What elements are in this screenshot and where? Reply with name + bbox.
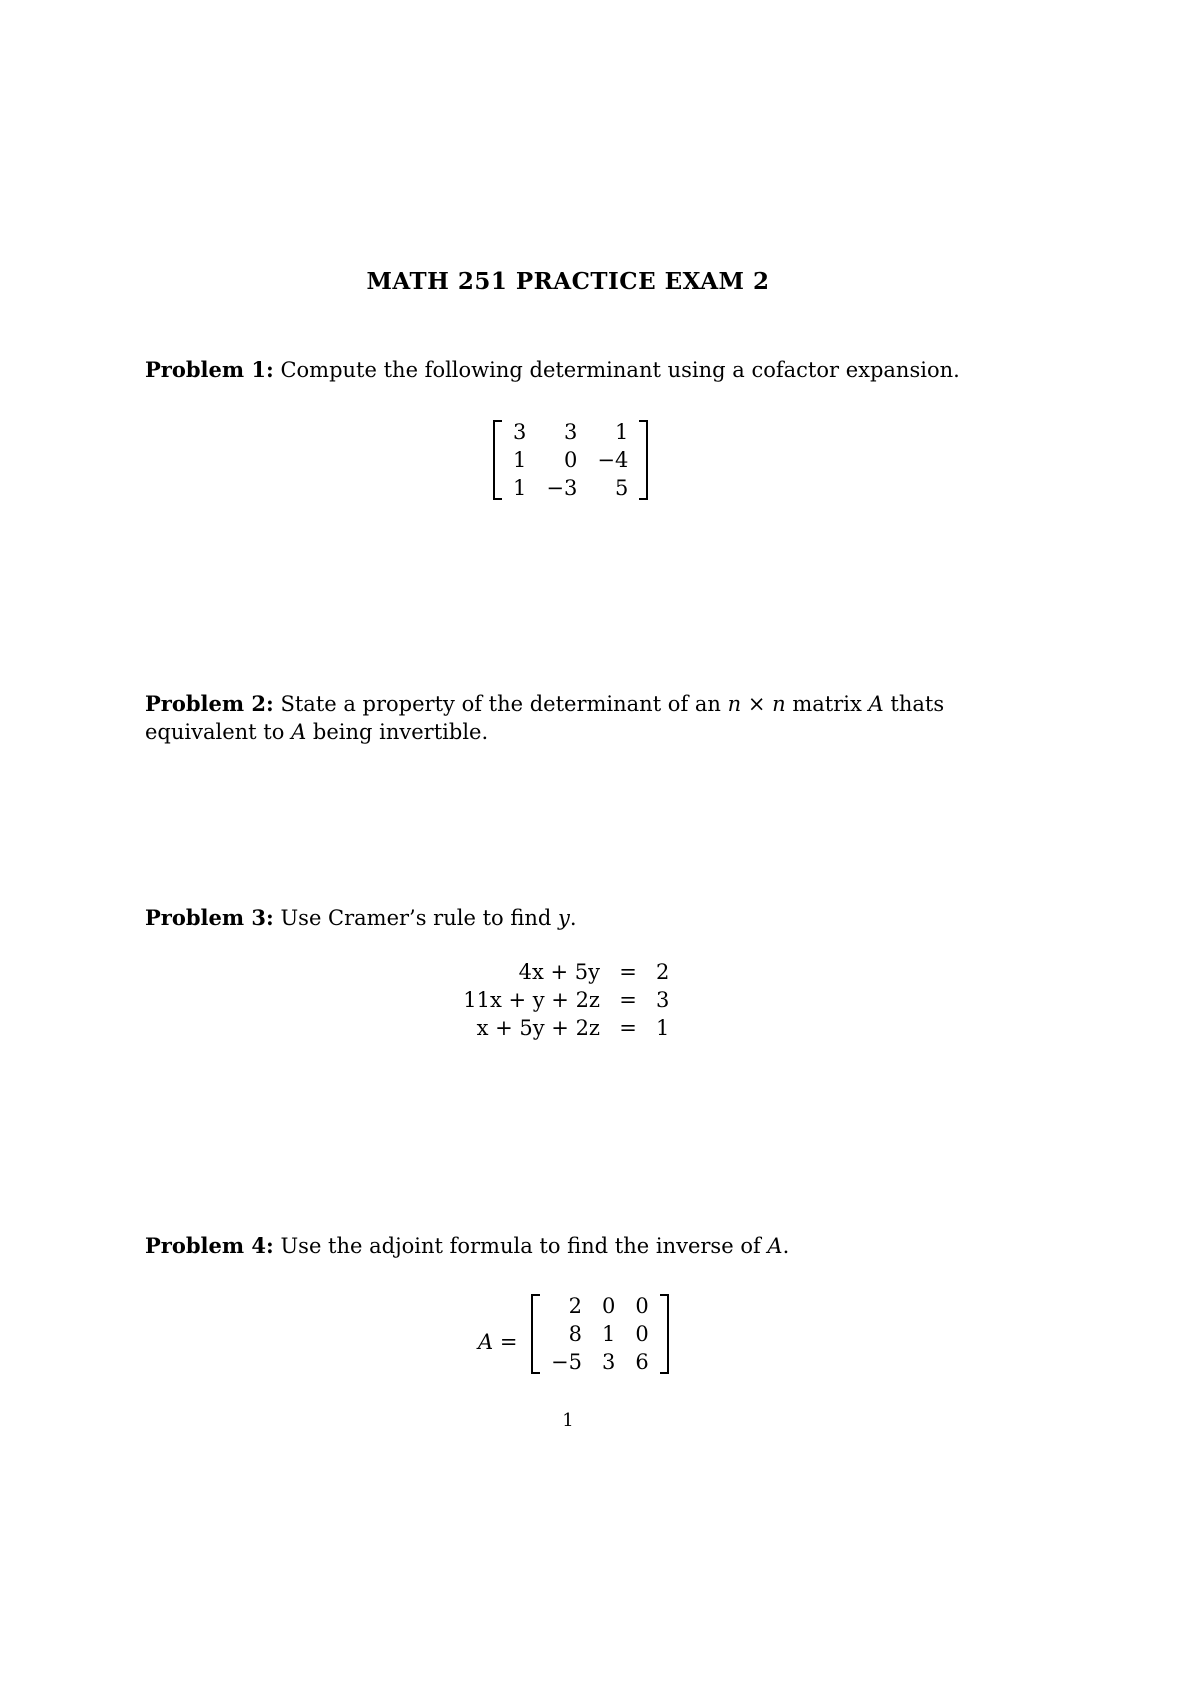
equation-lhs: x + 5y + 2z bbox=[476, 1016, 600, 1040]
var-n: n bbox=[727, 692, 742, 716]
equation-system bbox=[430, 958, 686, 1042]
matrix-cell: −3 bbox=[546, 476, 578, 500]
equation-row bbox=[430, 986, 686, 1014]
equation-rhs: 3 bbox=[656, 988, 670, 1012]
exam-title: MATH 251 PRACTICE EXAM 2 bbox=[366, 268, 770, 295]
page-number: 1 bbox=[562, 1410, 574, 1431]
matrix-cell: 0 bbox=[635, 1294, 649, 1318]
problem-1-label: Problem 1: bbox=[145, 357, 274, 382]
problem-2-text: being invertible. bbox=[312, 720, 489, 744]
equals-sign: = bbox=[619, 988, 637, 1012]
problem-2-text: thats bbox=[890, 692, 945, 716]
period: . bbox=[782, 1234, 790, 1258]
matrix-cell: 1 bbox=[513, 476, 527, 500]
matrix-cell: 6 bbox=[635, 1350, 649, 1374]
matrix-cell: 0 bbox=[635, 1322, 649, 1346]
problem-4 bbox=[145, 1232, 1005, 1260]
problem-1-matrix bbox=[493, 418, 648, 506]
equation-lhs: 11x + y + 2z bbox=[463, 988, 600, 1012]
period: . bbox=[569, 906, 577, 930]
matrix-cell: −5 bbox=[551, 1350, 582, 1374]
equation-lhs: 4x + 5y bbox=[518, 960, 600, 984]
matrix-cell: 2 bbox=[568, 1294, 582, 1318]
problem-1 bbox=[145, 356, 1005, 384]
equation-rhs: 2 bbox=[656, 960, 670, 984]
matrix-label: A = bbox=[478, 1330, 518, 1354]
matrix-cell: 5 bbox=[614, 476, 629, 500]
matrix-cell: 3 bbox=[513, 420, 527, 444]
equation-row bbox=[430, 1014, 686, 1042]
problem-4-label: Problem 4: bbox=[145, 1233, 274, 1258]
var-a: A bbox=[868, 692, 884, 716]
matrix-cell: −4 bbox=[597, 448, 629, 472]
problem-1-text: Compute the following determinant using a cofactor expansion. bbox=[280, 358, 960, 382]
equation-rhs: 1 bbox=[656, 1016, 670, 1040]
var-y: y bbox=[557, 906, 570, 930]
matrix-cell: 3 bbox=[563, 420, 578, 444]
problem-3-label: Problem 3: bbox=[145, 905, 274, 930]
matrix-cell: 1 bbox=[513, 448, 527, 472]
var-a: A bbox=[767, 1234, 783, 1258]
var-n: n bbox=[772, 692, 786, 716]
var-a: A bbox=[291, 720, 307, 744]
equation-row bbox=[430, 958, 686, 986]
matrix-cell: 0 bbox=[563, 448, 578, 472]
problem-2-text: equivalent to bbox=[145, 720, 285, 744]
problem-4-text: Use the adjoint formula to find the inverse of bbox=[280, 1234, 761, 1258]
matrix-cell: 3 bbox=[601, 1350, 616, 1374]
matrix-cell: 0 bbox=[601, 1294, 616, 1318]
problem-3 bbox=[145, 904, 1005, 932]
problem-2-text: matrix bbox=[792, 692, 862, 716]
matrix-cell: 1 bbox=[614, 420, 629, 444]
times-symbol: × bbox=[747, 692, 766, 716]
problem-2-text: State a property of the determinant of an bbox=[280, 692, 721, 716]
problem-4-matrix bbox=[531, 1292, 669, 1380]
problem-3-text: Use Cramer’s rule to find bbox=[280, 906, 552, 930]
equals-sign: = bbox=[619, 960, 637, 984]
problem-2-label: Problem 2: bbox=[145, 691, 274, 716]
matrix-cell: 8 bbox=[568, 1322, 582, 1346]
matrix-cell: 1 bbox=[601, 1322, 616, 1346]
problem-2 bbox=[145, 690, 1005, 746]
equals-sign: = bbox=[619, 1016, 637, 1040]
